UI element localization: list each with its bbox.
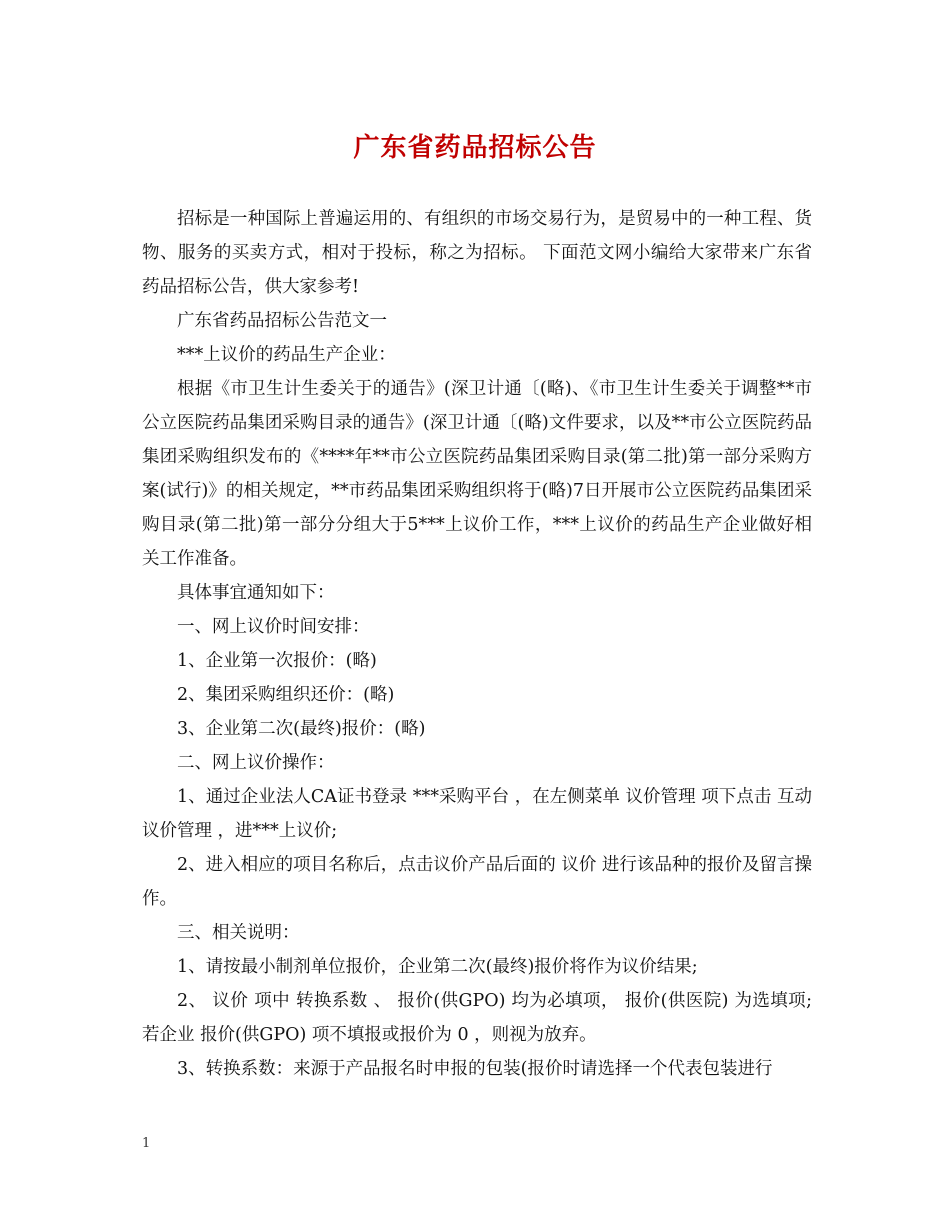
paragraph-basis: 根据《市卫生计生委关于的通告》(深卫计通〔(略)、《市卫生计生委关于调整**市公立医院药品集团采购目录的通告》(深卫计通〔(略)文件要求，以及**市公立医院药品集团采购组织发布的《****年**市公立医院药品集团采购目录(第二批)第一部分采购方案(试行)》的相关规定，**市药品集团采购组织将于(略)7日开展市公立医院药品集团采购目录(第二批)第一部分分组大于5***上议价工作，***上议价的药品生产企业做好相关工作准备。 [142, 379, 812, 569]
document-title: 广东省药品招标公告 [353, 133, 597, 163]
list-item-operation-2: 2、进入相应的项目名称后，点击议价产品后面的 议价 进行该品种的报价及留言操作。 [142, 855, 812, 909]
page-number: 1 [142, 1136, 151, 1151]
list-item-schedule-2: 2、集团采购组织还价：(略) [177, 685, 395, 705]
list-item-operation-1: 1、通过企业法人CA证书登录 ***采购平台 ，在左侧菜单 议价管理 项下点击 互动议价管理 ，进***上议价; [142, 787, 812, 841]
section-heading-notes: 三、相关说明： [177, 923, 300, 943]
paragraph-intro: 招标是一种国际上普遍运用的、有组织的市场交易行为，是贸易中的一种工程、货物、服务的买卖方式，相对于投标，称之为招标。 下面范文网小编给大家带来广东省药品招标公告，供大家参考! [142, 209, 812, 297]
list-item-notes-3: 3、转换系数：来源于产品报名时申报的包装(报价时请选择一个代表包装进行 [177, 1059, 773, 1079]
section-heading-schedule: 一、网上议价时间安排： [177, 617, 370, 637]
paragraph-addressee: ***上议价的药品生产企业： [177, 345, 396, 365]
list-item-schedule-1: 1、企业第一次报价：(略) [177, 651, 377, 671]
paragraph-notice-lead: 具体事宜通知如下： [177, 583, 335, 603]
section-heading-operation: 二、网上议价操作： [177, 753, 335, 773]
document-body [142, 202, 812, 1086]
paragraph-sample-heading: 广东省药品招标公告范文一 [177, 311, 387, 331]
list-item-schedule-3: 3、企业第二次(最终)报价：(略) [177, 719, 426, 739]
list-item-notes-2: 2、 议价 项中 转换系数 、 报价(供GPO) 均为必填项， 报价(供医院) 为选填项;若企业 报价(供GPO) 项不填报或报价为 0 ，则视为放弃。 [142, 991, 812, 1045]
list-item-notes-1: 1、请按最小制剂单位报价，企业第二次(最终)报价将作为议价结果; [177, 957, 698, 977]
